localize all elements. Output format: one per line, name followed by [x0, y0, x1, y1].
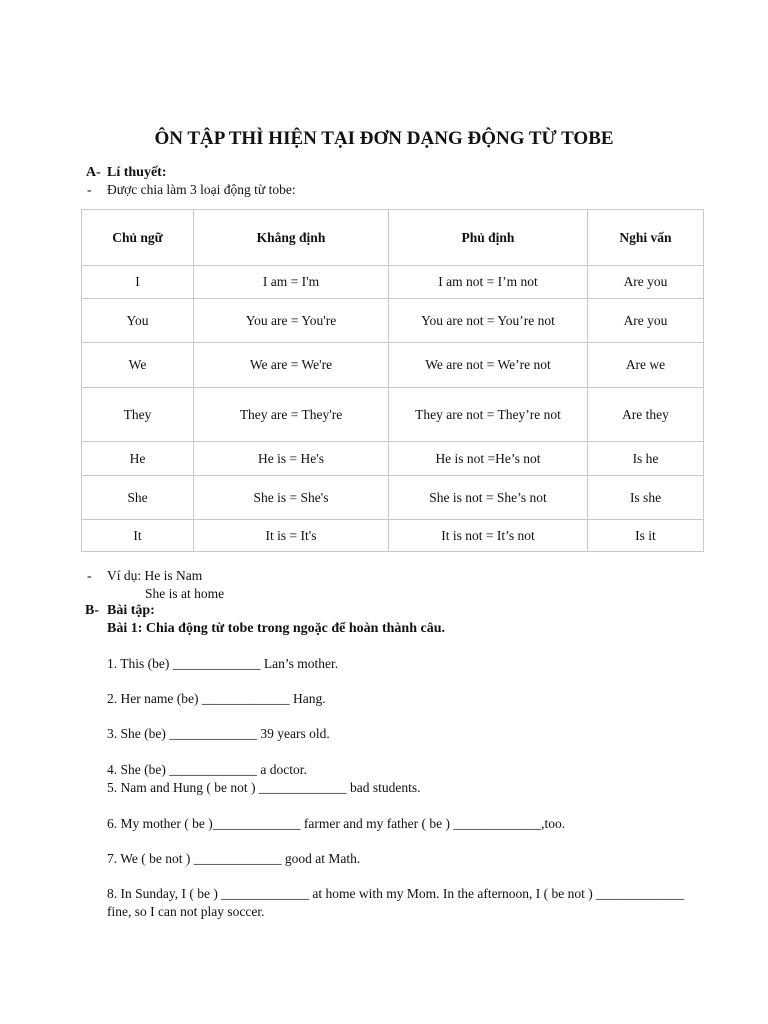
- question-1: 1. This (be) _____________ Lan’s mother.: [107, 656, 339, 671]
- cell-question: Is she: [588, 476, 704, 520]
- header-affirmative: Khẳng định: [194, 210, 389, 266]
- table-row: [82, 343, 704, 388]
- cell-negative: We are not = We’re not: [389, 343, 588, 388]
- cell-question: Are they: [588, 388, 704, 442]
- header-question: Nghi vấn: [588, 210, 704, 266]
- cell-subject: You: [82, 299, 194, 343]
- table-row: [82, 476, 704, 520]
- table-header-row: [82, 210, 704, 266]
- question-7: 7. We ( be not ) _____________ good at Math.: [107, 851, 361, 866]
- page-title: ÔN TẬP THÌ HIỆN TẠI ĐƠN DẠNG ĐỘNG TỪ TOBE: [154, 128, 614, 149]
- cell-negative: I am not = I’m not: [389, 266, 588, 299]
- cell-negative: It is not = It’s not: [389, 520, 588, 552]
- cell-affirmative: You are = You're: [194, 299, 389, 343]
- cell-affirmative: We are = We're: [194, 343, 389, 388]
- question-8-continuation: fine, so I can not play soccer.: [107, 904, 265, 919]
- cell-negative: You are not = You’re not: [389, 299, 588, 343]
- question-8: 8. In Sunday, I ( be ) _____________ at home with my Mom. In the afternoon, I ( be not ) _____________: [107, 886, 684, 901]
- cell-question: Is he: [588, 442, 704, 476]
- example-line-2: She is at home: [145, 586, 225, 601]
- table-row: [82, 266, 704, 299]
- question-5: 5. Nam and Hung ( be not ) _____________ bad students.: [107, 780, 421, 795]
- section-b-label: Bài tập:: [107, 603, 155, 618]
- cell-subject: It: [82, 520, 194, 552]
- cell-subject: She: [82, 476, 194, 520]
- cell-affirmative: He is = He's: [194, 442, 389, 476]
- example-line-1: Ví dụ: He is Nam: [107, 568, 203, 583]
- cell-negative: She is not = She’s not: [389, 476, 588, 520]
- bullet-text: Được chia làm 3 loại động từ tobe:: [107, 182, 296, 197]
- table-row: [82, 520, 704, 552]
- cell-affirmative: It is = It's: [194, 520, 389, 552]
- cell-question: Are we: [588, 343, 704, 388]
- question-4: 4. She (be) _____________ a doctor.: [107, 762, 307, 777]
- question-3: 3. She (be) _____________ 39 years old.: [107, 726, 330, 741]
- cell-affirmative: I am = I'm: [194, 266, 389, 299]
- example-dash: -: [87, 568, 92, 583]
- section-a-marker: A-: [86, 165, 101, 180]
- header-negative: Phủ định: [389, 210, 588, 266]
- section-b-marker: B-: [85, 603, 99, 618]
- cell-affirmative: She is = She's: [194, 476, 389, 520]
- question-2: 2. Her name (be) _____________ Hang.: [107, 691, 326, 706]
- tobe-table: [81, 209, 704, 552]
- question-6: 6. My mother ( be )_____________ farmer and my father ( be ) _____________,too.: [107, 816, 566, 831]
- cell-question: Is it: [588, 520, 704, 552]
- bullet-dash: -: [87, 182, 92, 197]
- cell-negative: They are not = They’re not: [389, 388, 588, 442]
- header-subject: Chủ ngữ: [82, 210, 194, 266]
- table-row: [82, 442, 704, 476]
- cell-affirmative: They are = They're: [194, 388, 389, 442]
- table-row: [82, 388, 704, 442]
- section-a-label: Lí thuyết:: [107, 165, 167, 180]
- cell-subject: I: [82, 266, 194, 299]
- cell-question: Are you: [588, 266, 704, 299]
- cell-subject: He: [82, 442, 194, 476]
- exercise-title: Bài 1: Chia động từ tobe trong ngoặc để hoàn thành câu.: [107, 621, 445, 636]
- cell-question: Are you: [588, 299, 704, 343]
- cell-subject: They: [82, 388, 194, 442]
- table-row: [82, 299, 704, 343]
- cell-negative: He is not =He’s not: [389, 442, 588, 476]
- cell-subject: We: [82, 343, 194, 388]
